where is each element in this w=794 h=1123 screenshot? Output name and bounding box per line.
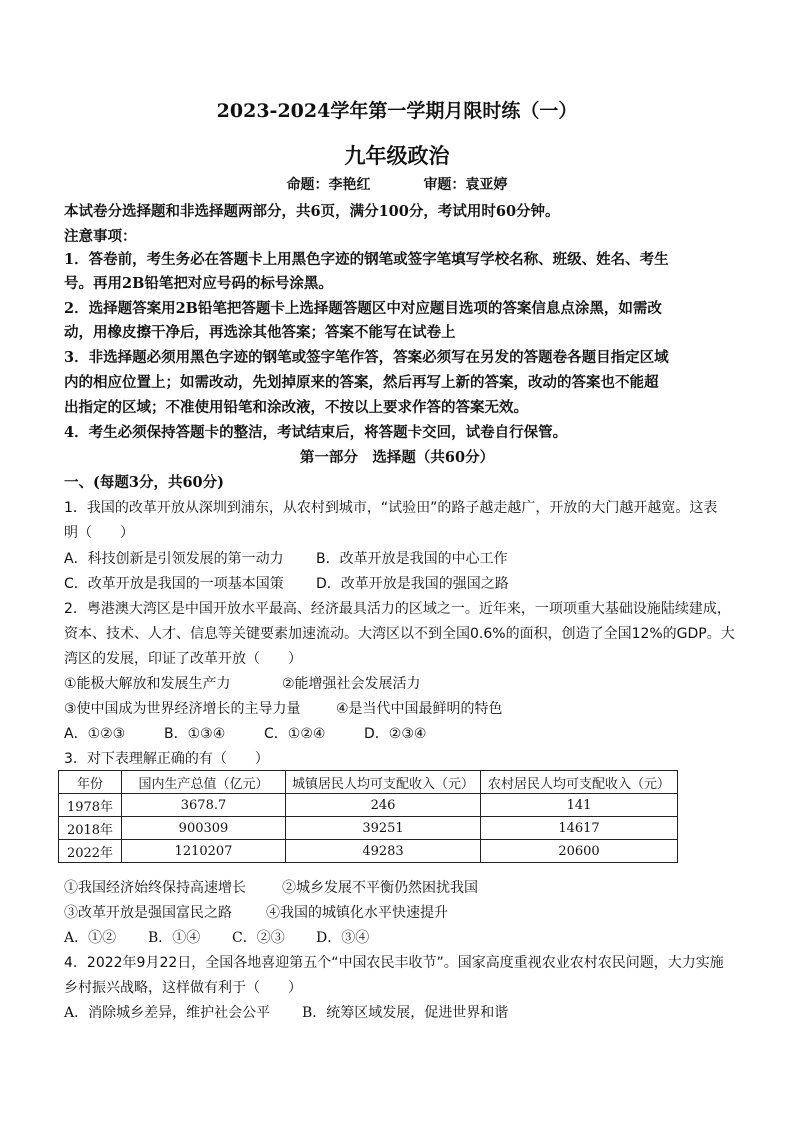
table-row: [59, 840, 678, 863]
notice-title: 注意事项：: [64, 228, 137, 245]
table-cell-gdp: 1210207: [122, 840, 286, 863]
table-row: [59, 817, 678, 840]
notice-2b: 动，用橡皮擦干净后，再选涂其他答案；答案不能写在试卷上: [64, 324, 456, 341]
q3-option-a: A．①②: [64, 930, 117, 946]
q2-stem-a: 2．粤港澳大湾区是中国开放水平最高、经济最具活力的区域之一。近年来，一项项重大基础设施陆续建成，: [64, 601, 731, 617]
q1-options-row2: [64, 573, 509, 593]
q2-statements-row2: [64, 698, 503, 718]
table-cell-rural-income: 141: [481, 794, 678, 817]
q2-options-row: [64, 723, 426, 743]
notice-2a: 2．选择题答案用2B铅笔把答题卡上选择题答题区中对应题目选项的答案信息点涂黑，如需改: [64, 300, 662, 317]
table-cell-year: 2018年: [59, 817, 122, 840]
table-header-cell: 国内生产总值（亿元）: [122, 771, 286, 794]
table-header-cell: 城镇居民人均可支配收入（元）: [286, 771, 481, 794]
part1-heading: 第一部分 选择题（共60分）: [299, 449, 495, 466]
table-cell-rural-income: 14617: [481, 817, 678, 840]
q3-statement-4: ④我国的城镇化水平快速提升: [266, 905, 448, 921]
q1-option-c: C．改革开放是我国的一项基本国策: [64, 576, 284, 592]
notice-4: 4．考生必须保持答题卡的整洁，考试结束后，将答题卡交回，试卷自行保管。: [64, 424, 568, 441]
q3-option-d: D．③④: [316, 930, 370, 946]
q3-statements-row2: [64, 902, 448, 922]
table-cell-year: 1978年: [59, 794, 122, 817]
q4-option-a: A．消除城乡差异，维护社会公平: [64, 1005, 271, 1021]
q3-data-table: [58, 770, 678, 863]
q2-statement-4: ④是当代中国最鲜明的特色: [336, 701, 503, 717]
q3-stem: 3．对下表理解正确的有（ ）: [64, 751, 269, 767]
q2-option-a: A．①②③: [64, 726, 126, 742]
notice-1a: 1．答卷前，考生务必在答题卡上用黑色字迹的钢笔或签字笔填写学校名称、班级、姓名、考生: [64, 251, 669, 268]
table-cell-year: 2022年: [59, 840, 122, 863]
q2-statement-1: ①能极大解放和发展生产力: [64, 676, 231, 692]
table-row: [59, 794, 678, 817]
q1-option-a: A．科技创新是引领发展的第一动力: [64, 551, 284, 567]
q4-stem-a: 4．2022年9月22日，全国各地喜迎第五个“中国农民丰收节”。国家高度重视农业农村农民问题，大力实施: [64, 955, 724, 971]
exam-title: 2023-2024学年第一学期月限时练（一）: [216, 100, 578, 122]
q3-statement-1: ①我国经济始终保持高速增长: [64, 880, 246, 896]
table-cell-urban-income: 39251: [286, 817, 481, 840]
notice-3a: 3．非选择题必须用黑色字迹的钢笔或签字笔作答，答案必须写在另发的答题卷各题目指定区域: [64, 349, 669, 366]
q2-stem-c: 湾区的发展，印证了改革开放（ ）: [64, 651, 302, 667]
table-header-cell: 年份: [59, 771, 122, 794]
q1-option-b: B．改革开放是我国的中心工作: [316, 551, 508, 567]
section-one-heading: 一、(每题3分，共60分): [64, 474, 224, 491]
q2-statements-row1: [64, 673, 421, 693]
table-header-row: [59, 771, 678, 794]
q3-options-row: [64, 927, 369, 947]
q1-options-row1: [64, 548, 508, 568]
q1-stem-b: 明（ ）: [64, 525, 134, 541]
q3-option-b: B．①④: [148, 930, 201, 946]
reviewer-label: 审题：袁亚婷: [423, 177, 508, 193]
exam-subtitle: 九年级政治: [344, 143, 450, 168]
table-header-cell: 农村居民人均可支配收入（元）: [481, 771, 678, 794]
q3-statement-3: ③改革开放是强国富民之路: [64, 905, 232, 921]
q2-option-c: C．①②④: [264, 726, 326, 742]
q3-option-c: C．②③: [232, 930, 285, 946]
q2-option-d: D．②③④: [364, 726, 427, 742]
table-cell-gdp: 3678.7: [122, 794, 286, 817]
table-cell-urban-income: 246: [286, 794, 481, 817]
q1-option-d: D．改革开放是我国的强国之路: [316, 576, 509, 592]
table-cell-gdp: 900309: [122, 817, 286, 840]
setter-label: 命题：李艳红: [286, 177, 371, 193]
table-cell-urban-income: 49283: [286, 840, 481, 863]
q2-option-b: B．①③④: [164, 726, 226, 742]
q4-options-row: [64, 1002, 508, 1022]
q3-statement-2: ②城乡发展不平衡仍然困扰我国: [282, 880, 478, 896]
q3-statements-row1: [64, 877, 478, 897]
notice-1b: 号。再用2B铅笔把对应号码的标号涂黑。: [64, 275, 333, 292]
q4-option-b: B．统筹区域发展，促进世界和谐: [302, 1005, 509, 1021]
q2-stem-b: 资本、技术、人才、信息等关键要素加速流动。大湾区以不到全国0.6%的面积，创造了全国12%的GDP。大: [64, 626, 735, 642]
notice-3c: 出指定的区域；不准使用铅笔和涂改液，不按以上要求作答的答案无效。: [64, 399, 528, 416]
q2-statement-3: ③使中国成为世界经济增长的主导力量: [64, 701, 301, 717]
notice-3b: 内的相应位置上；如需改动，先划掉原来的答案，然后再写上新的答案，改动的答案也不能超: [64, 374, 659, 391]
exam-authors: [0, 174, 794, 194]
q1-stem-a: 1．我国的改革开放从深圳到浦东，从农村到城市，“试验田”的路子越走越广，开放的大门越开越宽。这表: [64, 500, 718, 516]
intro-line: 本试卷分选择题和非选择题两部分，共6页，满分100分，考试用时60分钟。: [64, 203, 560, 220]
table-cell-rural-income: 20600: [481, 840, 678, 863]
q2-statement-2: ②能增强社会发展活力: [282, 676, 421, 692]
q4-stem-b: 乡村振兴战略，这样做有利于（ ）: [64, 980, 302, 996]
